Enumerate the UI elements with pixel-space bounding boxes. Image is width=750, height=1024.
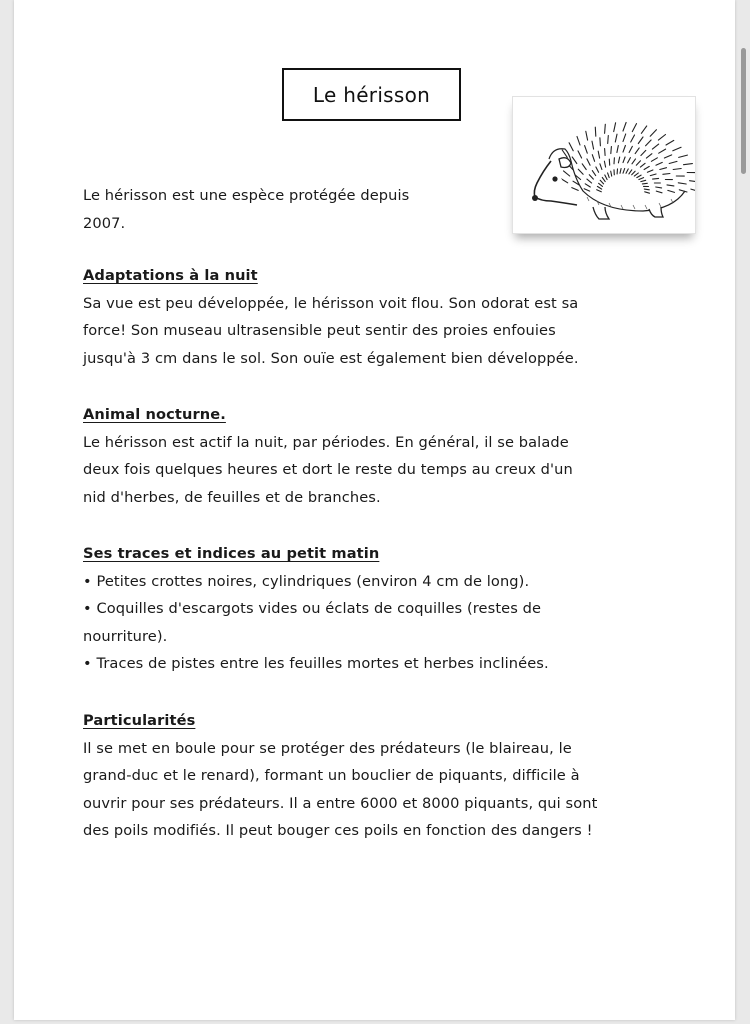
hedgehog-spine xyxy=(602,178,605,182)
hedgehog-spine xyxy=(644,189,649,190)
intro-line: Le hérisson est une espèce protégée depuis xyxy=(83,187,410,204)
hedgehog-spine xyxy=(679,155,688,157)
hedgehog-spine xyxy=(664,155,671,158)
hedgehog-spine xyxy=(646,154,652,158)
hedgehog-spine xyxy=(585,184,590,187)
hedgehog-spine xyxy=(611,147,612,154)
hedgehog-spine xyxy=(636,161,640,165)
hedgehog-spine xyxy=(572,188,578,191)
hedgehog-spine xyxy=(629,146,632,152)
hedgehog-spine xyxy=(652,144,658,149)
hedgehog-spine xyxy=(582,164,586,170)
hedgehog-spine xyxy=(628,158,631,163)
hedgehog-spine xyxy=(637,175,641,178)
hedgehog-spine xyxy=(600,164,602,170)
section-traces xyxy=(83,540,549,678)
section-nocturne xyxy=(83,401,573,511)
hedgehog-spine xyxy=(597,186,601,189)
hedgehog-spine xyxy=(650,174,656,176)
hedgehog-spine xyxy=(646,140,652,146)
section-particularites xyxy=(83,707,597,845)
hedgehog-spine xyxy=(641,180,646,181)
intro-text xyxy=(83,182,409,237)
hedgehog-spine xyxy=(608,173,610,178)
hedgehog-spine xyxy=(656,187,662,188)
hedgehog-spine xyxy=(587,159,590,165)
hedgehog-spine xyxy=(577,137,580,146)
hedgehog-spine xyxy=(658,135,665,141)
hedgehog-spine xyxy=(656,162,662,165)
hedgehog-spine xyxy=(572,157,577,164)
hedgehog-spine xyxy=(605,124,606,133)
hedgehog-spine xyxy=(617,146,618,153)
section-heading: Ses traces et indices au petit matin xyxy=(83,545,380,562)
hedgehog-spine xyxy=(647,170,653,172)
hedgehog-spine xyxy=(641,150,646,155)
hedgehog-spine xyxy=(589,175,593,179)
page-title-text: Le hérisson xyxy=(312,82,431,107)
hedgehog-spine xyxy=(605,175,607,180)
bullet-item-continued: nourriture). xyxy=(83,627,168,645)
hedgehog-spine xyxy=(632,124,636,132)
hedgehog-spine xyxy=(623,134,626,142)
hedgehog-spine xyxy=(595,127,596,136)
hedgehog-spine xyxy=(615,134,617,142)
hedgehog-spine xyxy=(656,191,662,193)
hedgehog-spine xyxy=(678,183,686,184)
hedgehog-spine xyxy=(587,179,592,183)
hedgehog-spine xyxy=(668,190,675,192)
section-heading: Adaptations à la nuit xyxy=(83,267,258,284)
hedgehog-spine xyxy=(673,147,681,151)
hedgehog-spine xyxy=(666,140,674,145)
hedgehog-spine xyxy=(623,123,626,132)
hedgehog-spine xyxy=(626,169,628,173)
hedgehog-spine xyxy=(599,183,603,186)
hedgehog-spine xyxy=(690,181,695,182)
hedgehog-spine xyxy=(564,171,570,176)
paragraph-line: Sa vue est peu développée, le hérisson voit flou. Son odorat est sa xyxy=(83,294,579,312)
hedgehog-spine xyxy=(635,148,639,154)
paragraph-line: grand-duc et le renard), formant un bouclier de piquants, difficile à xyxy=(83,767,580,784)
hedgehog-spine xyxy=(629,170,632,174)
hedgehog-spine xyxy=(653,178,659,179)
hedgehog-spine xyxy=(634,173,638,176)
hedgehog-spine xyxy=(673,169,681,170)
hedgehog-spine xyxy=(585,146,588,154)
paragraph-line: Il se met en boule pour se protéger des prédateurs (le blaireau, le xyxy=(83,739,572,757)
paragraph-line: deux fois quelques heures et dort le reste du temps au creux d'un xyxy=(83,461,573,478)
bullet-item: • Petites crottes noires, cylindriques (environ 4 cm de long). xyxy=(83,572,530,590)
hedgehog-spine xyxy=(592,155,594,162)
page-title xyxy=(282,68,461,121)
hedgehog-spine xyxy=(569,143,573,151)
hedgehog-spine xyxy=(644,166,649,169)
hedgehog-spine xyxy=(691,189,695,192)
paragraph-line: des poils modifiés. Il peut bouger ces poils en fonction des dangers ! xyxy=(83,822,593,839)
hedgehog-spine xyxy=(645,192,650,193)
hedgehog-spine xyxy=(667,185,674,186)
hedgehog-spine xyxy=(596,167,599,172)
hedgehog-spine xyxy=(611,171,612,176)
hedgehog-spine xyxy=(632,171,635,175)
hedgehog-spine xyxy=(584,189,590,191)
hedgehog-spine xyxy=(623,157,625,163)
hedgehog-spine xyxy=(623,146,625,153)
hedgehog-spine xyxy=(663,174,670,175)
hedgehog-spine xyxy=(679,190,687,192)
hedgehog-spine xyxy=(632,159,636,164)
scrollbar-thumb[interactable] xyxy=(741,48,746,174)
paragraph-line: jusqu'à 3 cm dans le sol. Son ouïe est également bien développée. xyxy=(83,349,579,367)
paragraph-line: nid d'herbes, de feuilles et de branches. xyxy=(83,488,381,506)
hedgehog-spine xyxy=(608,136,609,144)
hedgehog-spine xyxy=(618,157,619,163)
hedgehog-spine xyxy=(600,180,603,184)
document-page xyxy=(14,0,735,1020)
paragraph-line: force! Son museau ultrasensible peut sentir des proies enfouies xyxy=(83,322,556,339)
hedgehog-spine xyxy=(578,169,583,174)
hedgehog-spine xyxy=(639,178,644,180)
hedgehog-spine xyxy=(642,183,647,184)
hedgehog-spine xyxy=(614,123,616,132)
paragraph-line: Le hérisson est actif la nuit, par périodes. En général, il se balade xyxy=(83,433,569,451)
hedgehog-spine xyxy=(597,190,602,192)
hedgehog-spine xyxy=(578,151,582,158)
hedgehog-spine xyxy=(631,135,635,142)
hedgehog-spine xyxy=(600,138,601,146)
hedgehog-spine xyxy=(592,171,595,176)
hedgehog-spine xyxy=(640,163,645,167)
bullet-item: • Traces de pistes entre les feuilles mortes et herbes inclinées. xyxy=(83,655,549,672)
paragraph-line: ouvrir pour ses prédateurs. Il a entre 6000 et 8000 piquants, qui sont xyxy=(83,794,598,812)
hedgehog-spine xyxy=(623,169,625,174)
hedgehog-spine xyxy=(598,151,599,158)
hedgehog-spine xyxy=(651,158,657,162)
hedgehog-icon xyxy=(513,97,695,233)
hedgehog-spine xyxy=(641,126,646,133)
hedgehog-spine xyxy=(659,149,666,153)
hedgehog-spine xyxy=(638,137,643,144)
intro-line: 2007. xyxy=(83,214,126,232)
hedgehog-spine xyxy=(684,164,693,165)
hedgehog-spine xyxy=(605,149,606,156)
hedgehog-spine xyxy=(604,161,605,167)
hedgehog-spine xyxy=(669,161,677,163)
section-heading: Animal nocturne. xyxy=(83,406,226,423)
hedgehog-illustration xyxy=(512,96,696,234)
hedgehog-spine xyxy=(586,131,588,140)
hedgehog-spine xyxy=(660,168,667,170)
hedgehog-spine xyxy=(592,141,594,149)
section-adaptations xyxy=(83,262,579,372)
bullet-item: • Coquilles d'escargots vides ou éclats de coquilles (restes de xyxy=(83,600,542,617)
section-heading: Particularités xyxy=(83,712,196,729)
hedgehog-spine xyxy=(650,130,656,137)
scrollbar[interactable] xyxy=(737,0,749,1024)
hedgehog-spine xyxy=(620,169,621,174)
